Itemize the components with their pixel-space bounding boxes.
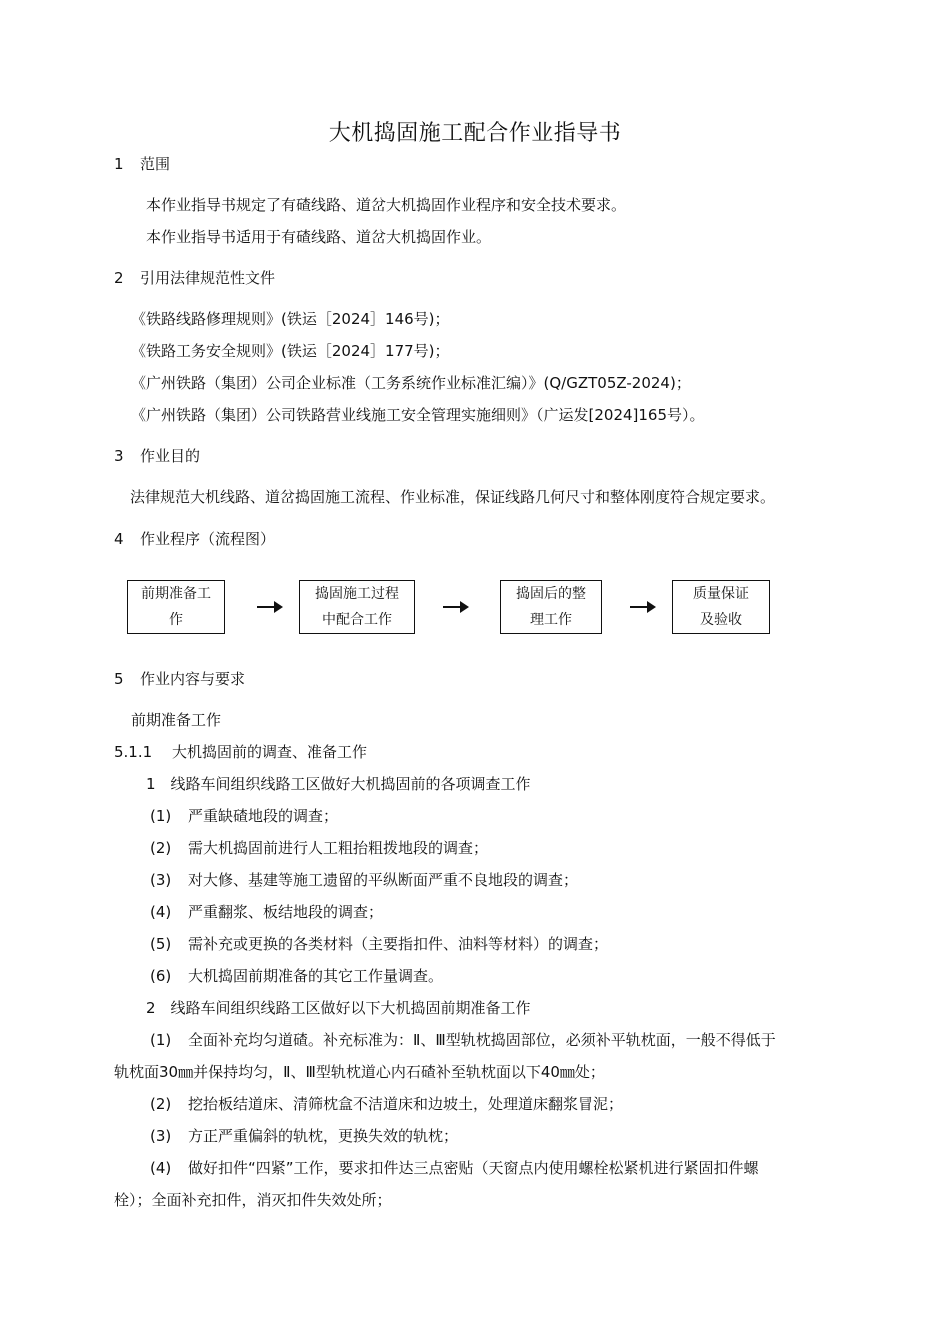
list-item-continuation: 栓）；全面补充扣件，消灭扣件失效处所； xyxy=(114,1191,392,1209)
list-item: (1) 严重缺碴地段的调查； xyxy=(150,807,339,825)
flowchart-step: 质量保证 及验收 xyxy=(672,580,770,634)
reference-item: 《铁路线路修理规则》(铁运［2024］146号)； xyxy=(131,310,450,328)
section-heading: 4 作业程序（流程图） xyxy=(114,530,276,548)
reference-item: 《广州铁路（集团）公司企业标准（工务系统作业标准汇编）》(Q/GZT05Z-2024)； xyxy=(131,374,691,392)
group-title: 2 线路车间组织线路工区做好以下大机捣固前期准备工作 xyxy=(146,999,531,1017)
flowchart-step: 捣固后的整 理工作 xyxy=(500,580,602,634)
list-item: (1) 全面补充均匀道碴。补充标准为：Ⅱ、Ⅲ型轨枕捣固部位，必须补平轨枕面，一般不得低于 xyxy=(150,1031,776,1049)
section-heading: 3 作业目的 xyxy=(114,447,201,465)
paragraph: 本作业指导书适用于有碴线路、道岔大机捣固作业。 xyxy=(146,228,492,246)
clause-heading: 5.1.1 大机捣固前的调查、准备工作 xyxy=(114,743,368,761)
list-item: (4) 做好扣件“四紧”工作，要求扣件达三点密贴（天窗点内使用螺栓松紧机进行紧固扣件螺 xyxy=(150,1159,759,1177)
section-heading: 1 范围 xyxy=(114,155,171,173)
list-item-continuation: 轨枕面30㎜并保持均匀，Ⅱ、Ⅲ型轨枕道心内石碴补至轨枕面以下40㎜处； xyxy=(114,1063,605,1081)
arrow-right-icon xyxy=(443,606,467,608)
document-title: 大机捣固施工配合作业指导书 xyxy=(328,121,622,146)
arrow-right-icon xyxy=(630,606,654,608)
subheading: 前期准备工作 xyxy=(131,711,222,729)
list-item: (2) 需大机捣固前进行人工粗抬粗拨地段的调查； xyxy=(150,839,489,857)
flowchart-step: 捣固施工过程 中配合工作 xyxy=(299,580,415,634)
reference-item: 《广州铁路（集团）公司铁路营业线施工安全管理实施细则》（广运发[2024]165号）。 xyxy=(131,406,705,424)
paragraph: 本作业指导书规定了有碴线路、道岔大机捣固作业程序和安全技术要求。 xyxy=(146,196,627,214)
section-heading: 2 引用法律规范性文件 xyxy=(114,269,276,287)
list-item: (3) 对大修、基建等施工遗留的平纵断面严重不良地段的调查； xyxy=(150,871,579,889)
arrow-right-icon xyxy=(257,606,281,608)
flowchart-step: 前期准备工 作 xyxy=(127,580,225,634)
paragraph: 法律规范大机线路、道岔捣固施工流程、作业标准，保证线路几何尺寸和整体刚度符合规定要求。 xyxy=(130,488,776,506)
list-item: (3) 方正严重偏斜的轨枕，更换失效的轨枕； xyxy=(150,1127,459,1145)
flowchart xyxy=(127,580,787,638)
section-heading: 5 作业内容与要求 xyxy=(114,670,246,688)
list-item: (5) 需补充或更换的各类材料（主要指扣件、油料等材料）的调查； xyxy=(150,935,609,953)
list-item: (6) 大机捣固前期准备的其它工作量调查。 xyxy=(150,967,444,985)
list-item: (2) 挖抬板结道床、清筛枕盒不洁道床和边坡土，处理道床翻浆冒泥； xyxy=(150,1095,624,1113)
group-title: 1 线路车间组织线路工区做好大机捣固前的各项调查工作 xyxy=(146,775,531,793)
list-item: (4) 严重翻浆、板结地段的调查； xyxy=(150,903,384,921)
reference-item: 《铁路工务安全规则》(铁运［2024］177号)； xyxy=(131,342,450,360)
